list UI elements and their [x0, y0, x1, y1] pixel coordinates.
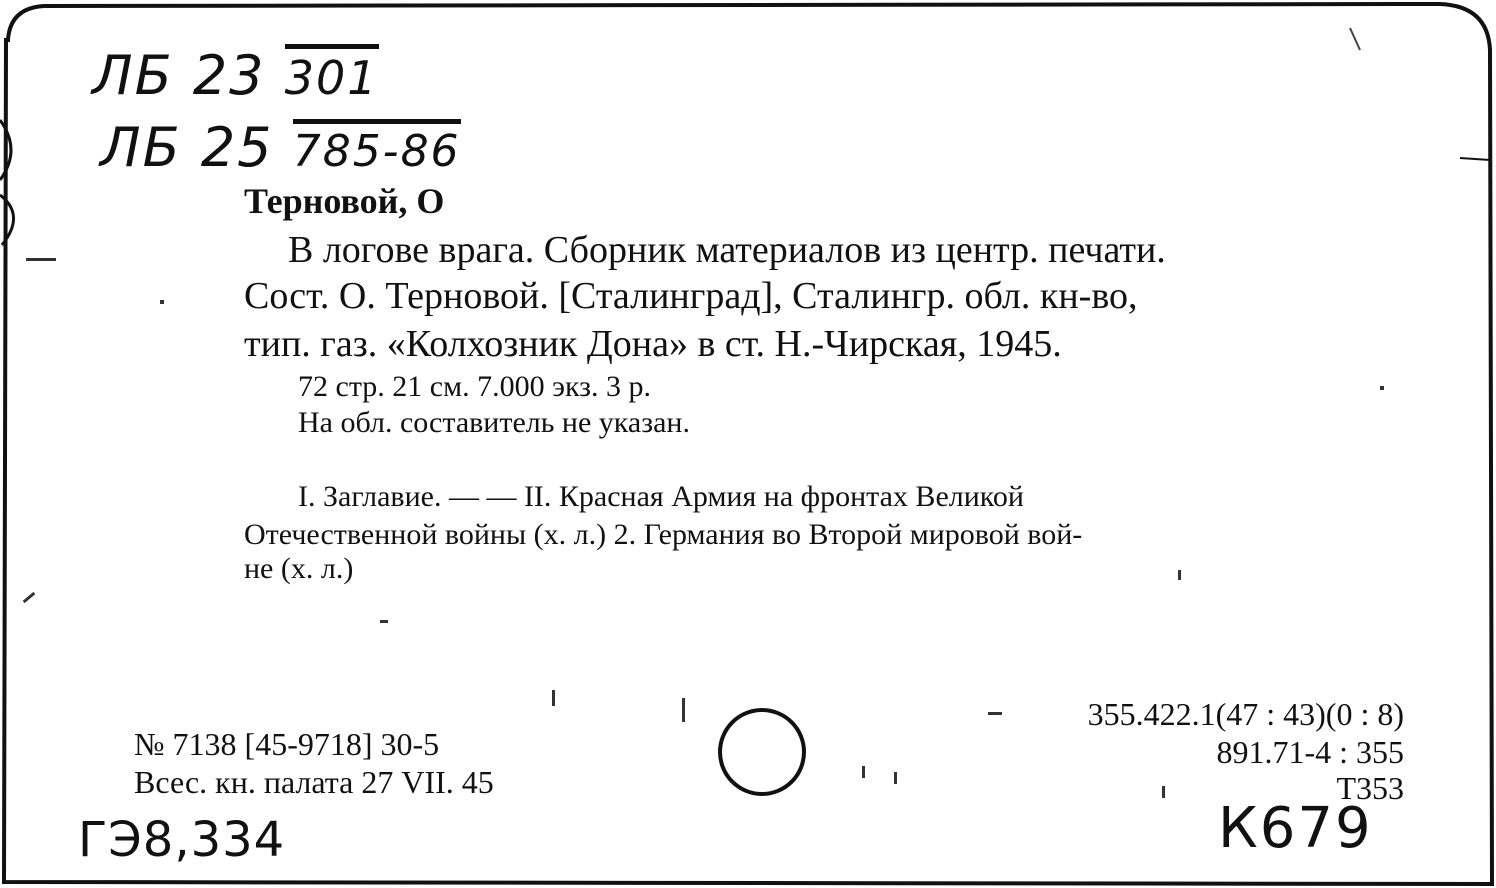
entry-description-line-2: Сост. О. Терновой. [Сталинград], Сталингр. обл. кн-во, — [244, 275, 1138, 317]
handwritten-bottom-right: К679 — [1218, 796, 1373, 861]
entry-description-line-3: тип. газ. «Колхозник Дона» в ст. Н.-Чирская, 1945. — [244, 323, 1062, 365]
handwritten-shelfmark-1-suffix: 301 — [285, 44, 379, 105]
handwritten-bottom-left: ГЭ8,334 — [78, 812, 286, 868]
speck — [988, 712, 1002, 715]
entry-author: Терновой, О — [244, 181, 445, 221]
entry-subject-line-1: I. Заглавие. — — II. Красная Армия на фронтах Великой — [298, 480, 1024, 513]
speck — [682, 698, 685, 722]
handwritten-shelfmark-1-prefix: ЛБ 23 — [92, 44, 266, 107]
speck — [160, 300, 164, 304]
handwritten-shelfmark-2-suffix: 785-86 — [293, 119, 461, 177]
speck — [1380, 386, 1384, 390]
entry-description-line-1: В логове врага. Сборник материалов из центр. печати. — [288, 229, 1166, 271]
entry-subject-line-2: Отечественной войны (х. л.) 2. Германия во Второй мировой вой- — [244, 518, 1083, 551]
card-number: № 7138 [45-9718] 30-5 — [134, 726, 440, 762]
speck — [26, 258, 56, 261]
handwritten-shelfmark-2 — [100, 116, 461, 179]
entry-note: На обл. составитель не указан. — [298, 406, 690, 439]
speck — [380, 620, 388, 623]
entry-physical-description: 72 стр. 21 см. 7.000 экз. 3 р. — [298, 370, 651, 403]
speck — [552, 690, 555, 706]
speck — [1162, 786, 1165, 798]
speck — [1178, 570, 1181, 580]
classification-line-1: 355.422.1(47 : 43)(0 : 8) — [1087, 696, 1404, 732]
speck — [862, 766, 865, 778]
handwritten-shelfmark-1 — [92, 44, 379, 107]
classification-line-2: 891.71-4 : 355 — [1216, 734, 1404, 770]
speck — [894, 772, 897, 784]
book-chamber-line: Всес. кн. палата 27 VII. 45 — [134, 764, 494, 800]
entry-subject-line-3: не (х. л.) — [244, 552, 354, 585]
classification-line-3: Т353 — [1336, 770, 1404, 806]
punch-hole — [718, 708, 806, 796]
handwritten-shelfmark-2-prefix: ЛБ 25 — [100, 116, 274, 179]
